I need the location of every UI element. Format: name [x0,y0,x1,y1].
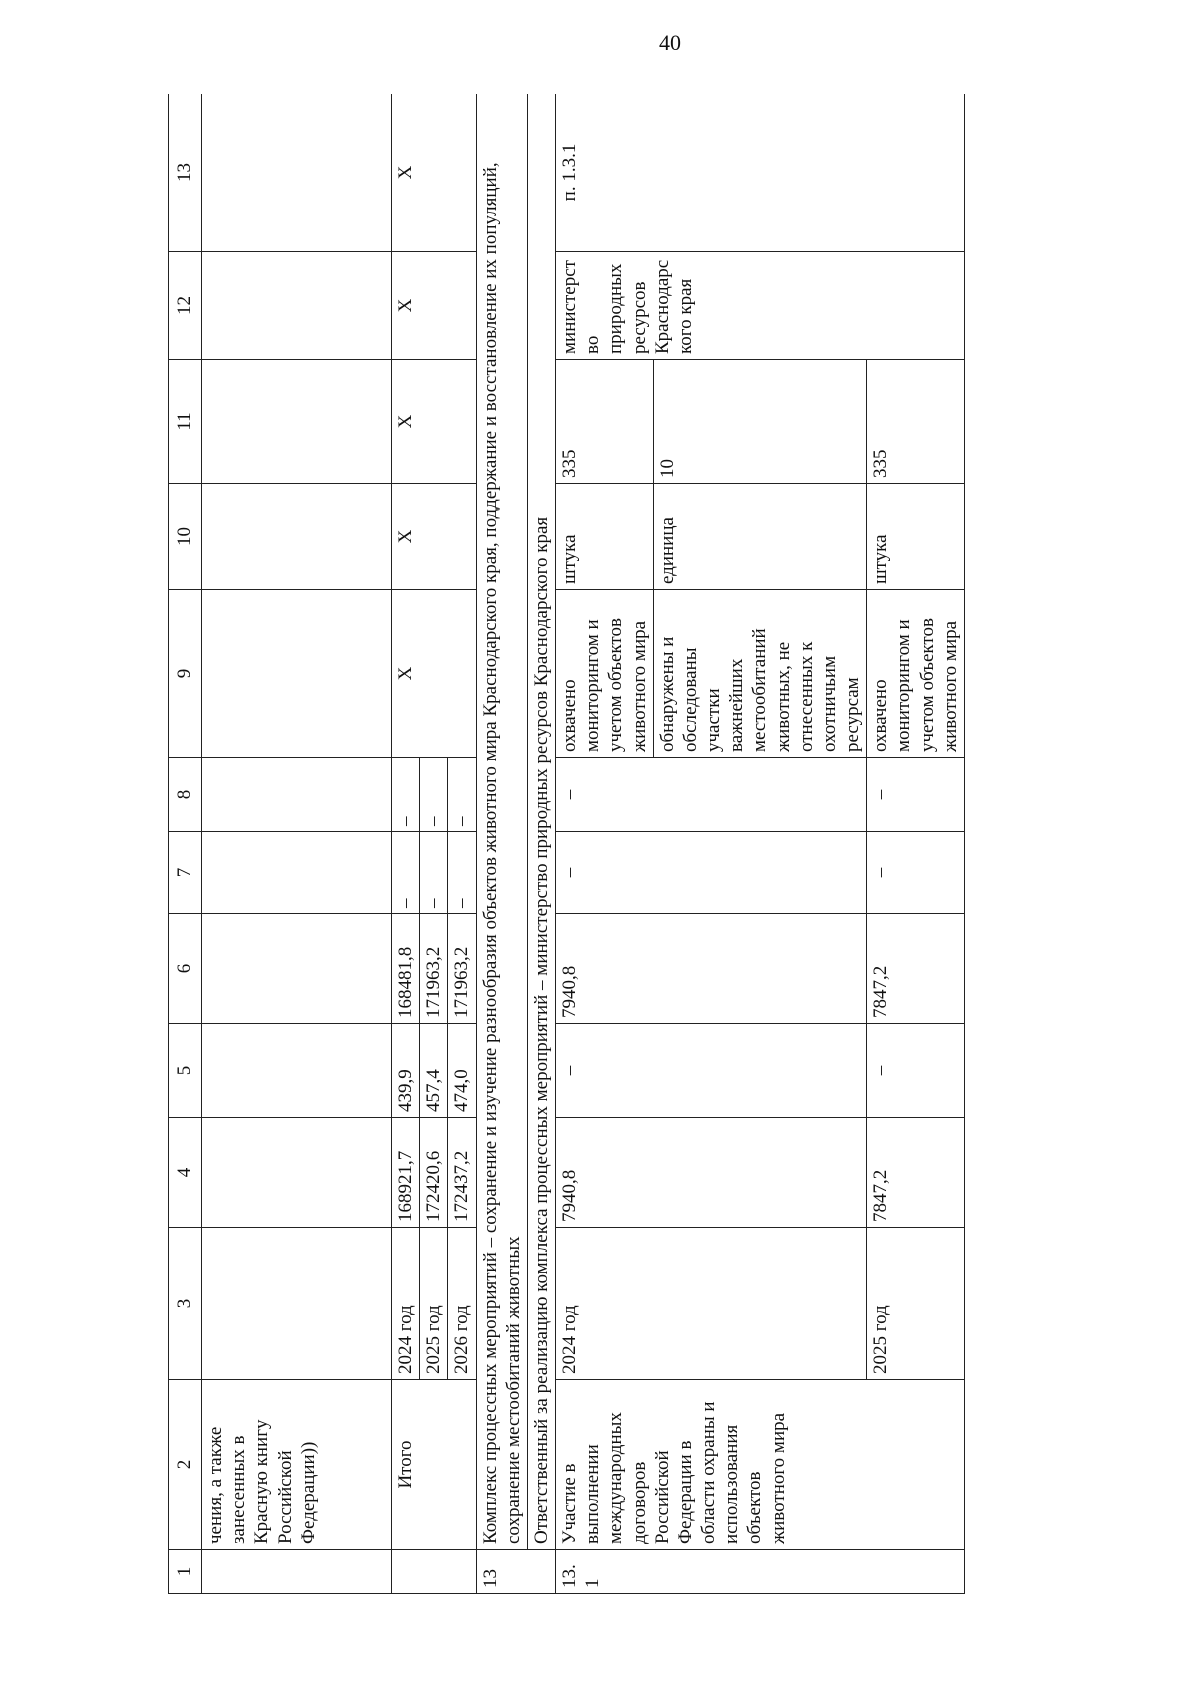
header-row [169,94,202,1594]
value-cell: – [448,758,476,832]
cell [202,1228,392,1380]
cell [202,1024,392,1118]
header-cell: 7 [169,832,202,914]
item-number: 13.1 [556,1550,965,1594]
value-cell: Х [392,94,477,252]
result-value: 335 [556,360,654,484]
section-title: Комплекс процессных мероприятий – сохранение и изучение разнообразия объектов животного мира Краснодарского края, поддержание и восстановление их популяций, сохранение местообитаний животных [476,94,527,1550]
value-cell: Х [392,252,477,360]
item-row [556,94,654,1594]
value-cell: – [420,832,448,914]
value-cell: 7940,8 [556,914,867,1024]
value-cell: 168921,7 [392,1118,420,1228]
value-cell: 171963,2 [420,914,448,1024]
value-cell: 171963,2 [448,914,476,1024]
header-cell: 8 [169,758,202,832]
year-cell: 2024 год [392,1228,420,1380]
value-cell: Х [392,360,477,484]
header-cell: 13 [169,94,202,252]
section-title-row [476,94,527,1594]
value-cell: Х [392,484,477,590]
result-value: 10 [653,360,867,484]
section-responsible: Ответственный за реализацию комплекса процессных мероприятий – министерство природных ресурсов Краснодарского края [527,94,555,1550]
value-cell: – [392,758,420,832]
continuation-row [202,94,392,1594]
value-cell: – [867,1024,965,1118]
value-cell: – [556,832,867,914]
year-cell: 2025 год [420,1228,448,1380]
section-responsible-row [527,94,555,1594]
result-name: охвачено мониторингом и учетом объектов животного мира [556,590,654,758]
value-cell: 172420,6 [420,1118,448,1228]
cell [202,832,392,914]
itogo-label: Итого [392,1380,477,1550]
value-cell: 474,0 [448,1024,476,1118]
value-cell: – [556,758,867,832]
header-cell: 9 [169,590,202,758]
year-cell: 2024 год [556,1228,867,1380]
cell [392,1550,477,1594]
continuation-text: чения, а также занесенных в Красную книгу Российской Федерации)) [202,1380,392,1550]
cell [202,1118,392,1228]
value-cell: 7847,2 [867,914,965,1024]
result-name: охвачено мониторингом и учетом объектов животного мира [867,590,965,758]
cell [202,484,392,590]
program-table [168,94,965,1594]
header-cell: 12 [169,252,202,360]
header-cell: 6 [169,914,202,1024]
cell [202,590,392,758]
value-cell: 7940,8 [556,1118,867,1228]
value-cell: Х [392,590,477,758]
value-cell: – [867,832,965,914]
cell [202,914,392,1024]
value-cell: 457,4 [420,1024,448,1118]
result-name: обнаружены и обследованы участки важнейших местообитаний животных, не отнесенных к охотничьим ресурсам [653,590,867,758]
cell [202,360,392,484]
result-unit: штука [867,484,965,590]
header-cell: 1 [169,1550,202,1594]
year-cell: 2026 год [448,1228,476,1380]
value-cell: 439,9 [392,1024,420,1118]
year-cell: 2025 год [867,1228,965,1380]
result-unit: штука [556,484,654,590]
result-unit: единица [653,484,867,590]
value-cell: – [420,758,448,832]
value-cell: – [556,1024,867,1118]
header-cell: 2 [169,1380,202,1550]
value-cell: – [867,758,965,832]
header-cell: 4 [169,1118,202,1228]
page-number: 40 [659,30,681,55]
value-cell: – [448,832,476,914]
value-cell: – [392,832,420,914]
header-cell: 5 [169,1024,202,1118]
executor: министерство природных ресурсов Краснодарского края [556,252,965,360]
item-name: Участие в выполнении международных договоров Российской Федерации в области охраны и использования объектов животного мира [556,1380,965,1550]
result-value: 335 [867,360,965,484]
cell [202,252,392,360]
cell [202,94,392,252]
section-number: 13 [476,1550,556,1594]
link-reference: п. 1.3.1 [556,94,965,252]
header-cell: 11 [169,360,202,484]
cell [202,1550,392,1594]
value-cell: 168481,8 [392,914,420,1024]
value-cell: 172437,2 [448,1118,476,1228]
header-cell: 3 [169,1228,202,1380]
itogo-row [392,94,420,1594]
rotated-table-area [168,94,1100,1594]
cell [202,758,392,832]
header-cell: 10 [169,484,202,590]
value-cell: 7847,2 [867,1118,965,1228]
